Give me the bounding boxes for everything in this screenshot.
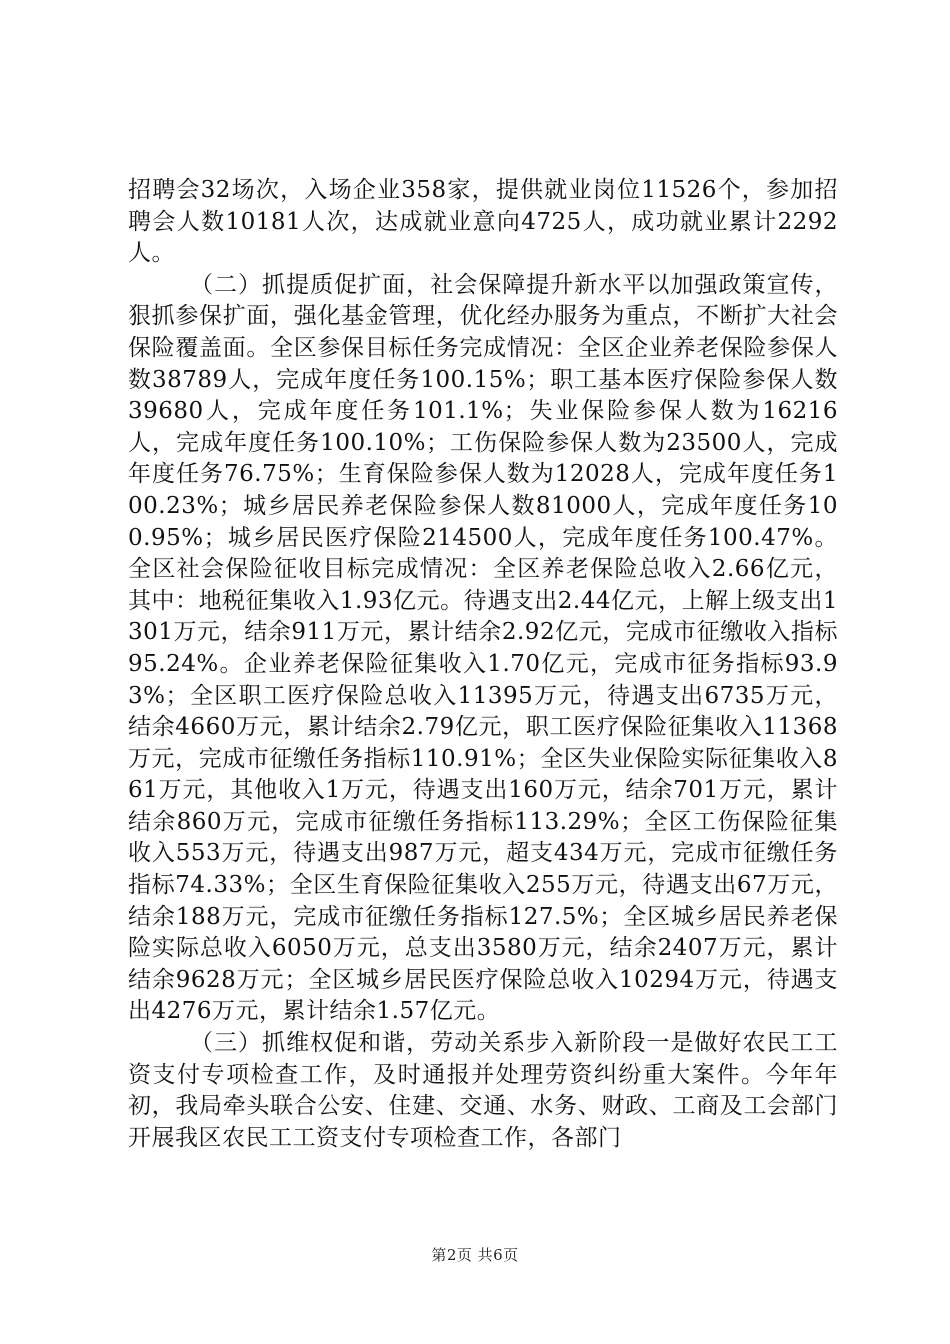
document-body xyxy=(128,175,838,1154)
page-footer: 第2页 共6页 xyxy=(431,1246,519,1264)
paragraph-social-security: （二）抓提质促扩面，社会保障提升新水平以加强政策宣传，狠抓参保扩面，强化基金管理，优化经办服务为重点，不断扩大社会保险覆盖面。全区参保目标任务完成情况：全区企业养老保险参保人数38789人，完成年度任务100.15%；职工基本医疗保险参保人数39680人，完成年度任务101.1%；失业保险参保人数为16216人，完成年度任务100.10%；工伤保险参保人数为23500人，完成年度任务76.75%；生育保险参保人数为12028人，完成年度任务100.23%；城乡居民养老保险参保人数81000人，完成年度任务100.95%；城乡居民医疗保险214500人，完成年度任务100.47%。全区社会保险征收目标完成情况：全区养老保险总收入2.66亿元，其中：地税征集收入1.93亿元。待遇支出2.44亿元，上解上级支出1301万元，结余911万元，累计结余2.92亿元，完成市征缴收入指标95.24%。企业养老保险征集收入1.70亿元，完成市征务指标93.93%；全区职工医疗保险总收入11395万元，待遇支出6735万元，结余4660万元，累计结余2.79亿元，职工医疗保险征集收入11368万元，完成市征缴任务指标110.91%；全区失业保险实际征集收入861万元，其他收入1万元，待遇支出160万元，结余701万元，累计结余860万元，完成市征缴任务指标113.29%；全区工伤保险征集收入553万元，待遇支出987万元，超支434万元，完成市征缴任务指标74.33%；全区生育保险征集收入255万元，待遇支出67万元，结余188万元，完成市征缴任务指标127.5%；全区城乡居民养老保险实际总收入6050万元，总支出3580万元，结余2407万元，累计结余9628万元；全区城乡居民医疗保险总收入10294万元，待遇支出4276万元，累计结余1.57亿元。 xyxy=(128,271,838,1025)
paragraph-employment-continuation: 招聘会32场次，入场企业358家，提供就业岗位11526个，参加招聘会人数10181人次，达成就业意向4725人，成功就业累计2292人。 xyxy=(128,177,838,267)
paragraph-labor-relations: （三）抓维权促和谐，劳动关系步入新阶段一是做好农民工工资支付专项检查工作，及时通报并处理劳资纠纷重大案件。今年年初，我局牵头联合公安、住建、交通、水务、财政、工商及工会部门开展我区农民工工资支付专项检查工作，各部门 xyxy=(128,1030,838,1151)
